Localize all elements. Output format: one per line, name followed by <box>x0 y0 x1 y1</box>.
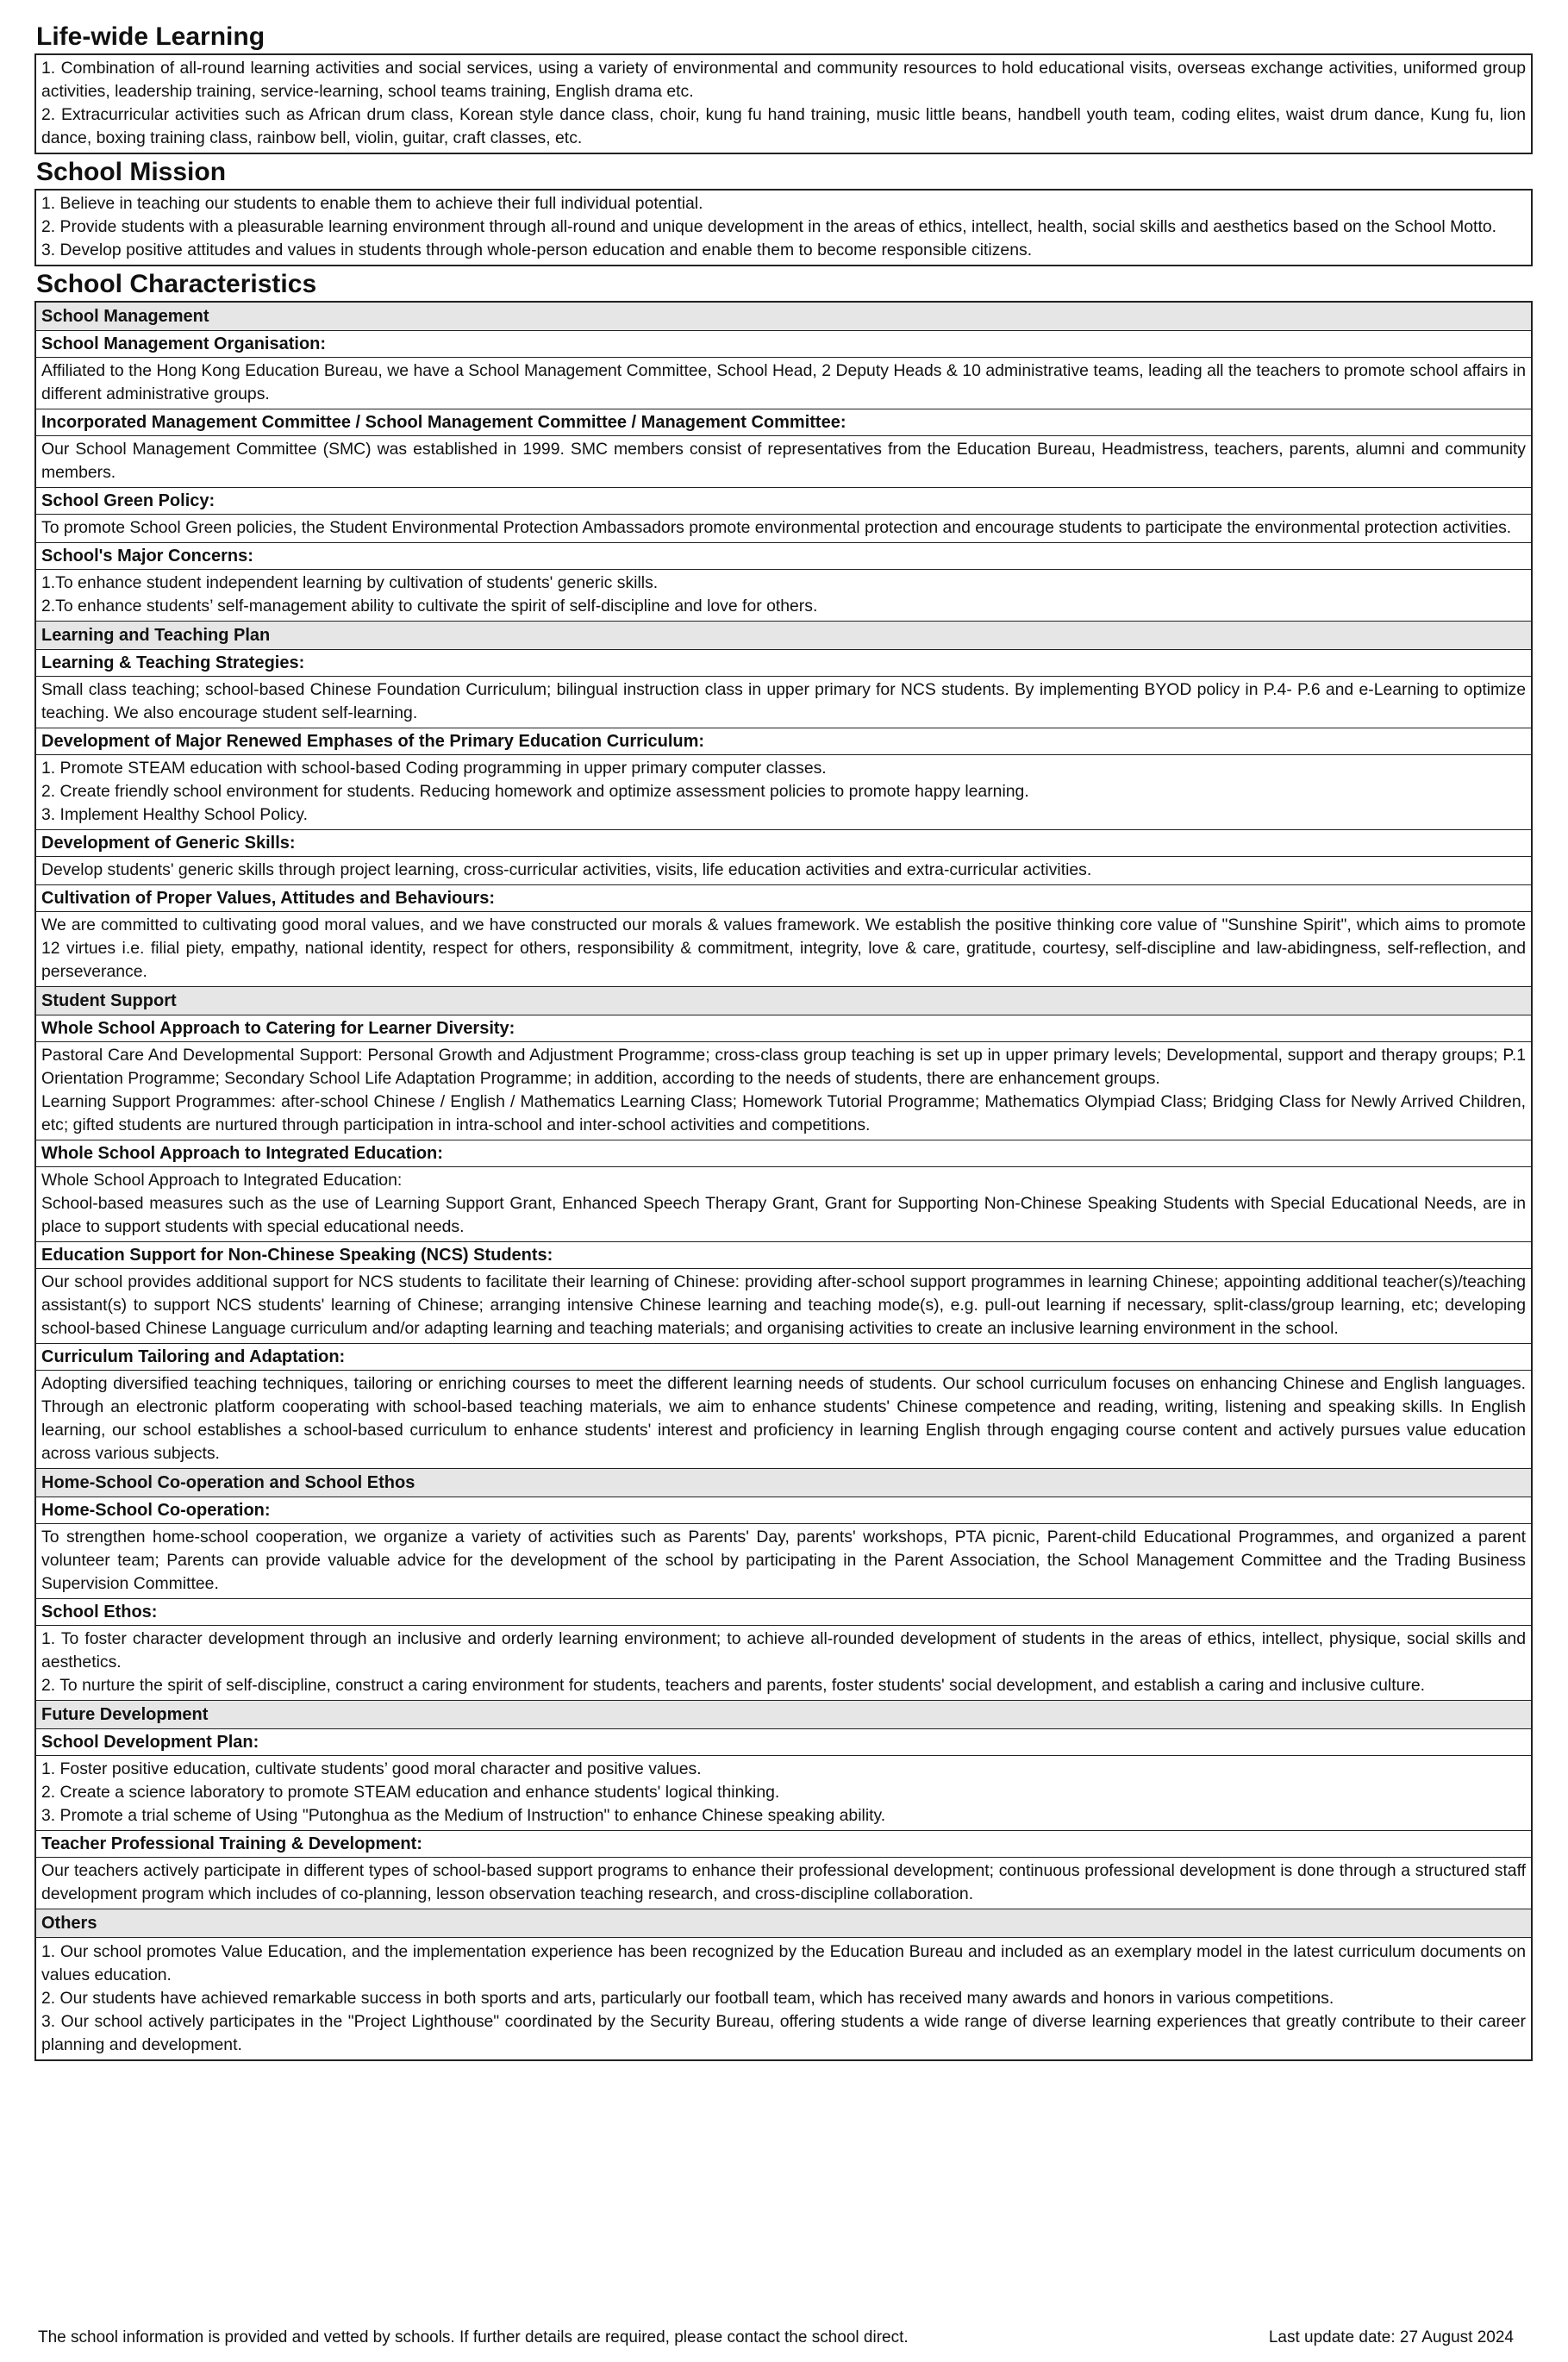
mission-line: 2. Provide students with a pleasurable learning environment through all-round and unique development in the areas of ethics, intellect, health, social skills and aesthetics based on the School Motto. <box>41 217 1497 236</box>
item-title: Development of Major Renewed Emphases of the Primary Education Curriculum: <box>36 728 1531 755</box>
characteristic-item <box>36 830 1531 885</box>
item-title: Development of Generic Skills: <box>36 830 1531 857</box>
characteristic-item <box>36 1938 1531 2059</box>
lifewide-box <box>34 53 1533 154</box>
item-text: Adopting diversified teaching techniques, tailoring or enriching courses to meet the different learning needs of students. Our school curriculum focuses on enhancing Chinese and English languages. Through an electronic platform cooperating with school-based teaching materials, we aim to enhance students' Chinese competence and reading, writing, listening and speaking skills. In English learning, our school establishes a school-based curriculum to enhance students' interest and proficiency in learning English through engaging course content and actively pursues value education across various subjects. <box>41 1374 1526 1463</box>
lifewide-line: 2. Extracurricular activities such as African drum class, Korean style dance class, choir, kung fu hand training, music little beans, handbell youth team, coding elites, waist drum dance, Kung fu, lion dance, boxing training class, rainbow bell, violin, guitar, craft classes, etc. <box>41 105 1526 147</box>
category-header: Learning and Teaching Plan <box>36 622 1531 650</box>
characteristic-item <box>36 1015 1531 1140</box>
item-text: To promote School Green policies, the Student Environmental Protection Ambassadors promote environmental protection and encourage students to participate the environmental protection activities. <box>41 518 1512 537</box>
item-text: To strengthen home-school cooperation, we organize a variety of activities such as Parents' Day, parents' workshops, PTA picnic, Parent-child Educational Programmes, and organized a parent volunteer team; Parents can provide valuable advice for the development of the school by participating in the Parent Association, the School Management Committee and the Trading Business Supervision Committee. <box>41 1528 1526 1593</box>
category-header: Student Support <box>36 987 1531 1015</box>
characteristic-item <box>36 885 1531 987</box>
item-title: Whole School Approach to Integrated Education: <box>36 1140 1531 1167</box>
item-title: Whole School Approach to Catering for Learner Diversity: <box>36 1015 1531 1042</box>
category-header: Future Development <box>36 1701 1531 1729</box>
item-text: 2.To enhance students’ self-management ability to cultivate the spirit of self-discipline and love for others. <box>41 597 818 615</box>
characteristic-item <box>36 1344 1531 1469</box>
item-text: 1. Foster positive education, cultivate students’ good moral character and positive values. <box>41 1759 702 1778</box>
item-title: Incorporated Management Committee / School Management Committee / Management Committee: <box>36 409 1531 436</box>
characteristic-item <box>36 409 1531 488</box>
characteristic-item <box>36 1140 1531 1242</box>
item-title: School Management Organisation: <box>36 331 1531 358</box>
characteristic-item <box>36 1242 1531 1344</box>
item-text: Our school provides additional support for NCS students to facilitate their learning of Chinese: providing after-school support programmes in learning Chinese; appointing additional teacher(s)/teaching assistant(s) to support NCS students' learning of Chinese; arranging intensive Chinese learning and teaching mode(s), e.g. pull-out learning if necessary, split-class/group learning, etc; developing school-based Chinese Language curriculum and/or adapting learning and teaching materials; and organising activities to create an inclusive learning environment in the school. <box>41 1272 1526 1338</box>
item-text: Develop students' generic skills through project learning, cross-curricular activities, visits, life education activities and extra-curricular activities. <box>41 860 1092 879</box>
item-title: Teacher Professional Training & Development: <box>36 1831 1531 1858</box>
item-title: Home-School Co-operation: <box>36 1497 1531 1524</box>
item-text: 3. Our school actively participates in the "Project Lighthouse" coordinated by the Security Bureau, offering students a wide range of diverse learning experiences that greatly contribute to their career planning and development. <box>41 2012 1526 2054</box>
item-text: Our School Management Committee (SMC) was established in 1999. SMC members consist of representatives from the Education Bureau, Headmistress, teachers, parents, alumni and community members. <box>41 440 1526 482</box>
item-title: School's Major Concerns: <box>36 543 1531 570</box>
characteristic-item <box>36 1831 1531 1909</box>
lifewide-title: Life-wide Learning <box>36 22 265 51</box>
item-title: Learning & Teaching Strategies: <box>36 650 1531 677</box>
last-update-date: Last update date: 27 August 2024 <box>1268 2328 1514 2346</box>
characteristic-item <box>36 1599 1531 1701</box>
item-text: 3. Promote a trial scheme of Using "Putonghua as the Medium of Instruction" to enhance Chinese speaking ability. <box>41 1806 886 1825</box>
category-header: Others <box>36 1909 1531 1938</box>
characteristics-box <box>34 301 1533 2061</box>
characteristics-title: School Characteristics <box>36 270 317 298</box>
item-title: Cultivation of Proper Values, Attitudes and Behaviours: <box>36 885 1531 912</box>
document-page <box>34 21 1533 2063</box>
mission-box <box>34 189 1533 266</box>
item-text: 2. Our students have achieved remarkable success in both sports and arts, particularly our football team, which has received many awards and honors in various competitions. <box>41 1989 1334 2008</box>
characteristic-item <box>36 728 1531 830</box>
item-text: 1. Promote STEAM education with school-based Coding programming in upper primary computer classes. <box>41 759 827 778</box>
characteristic-item <box>36 488 1531 543</box>
item-text: Small class teaching; school-based Chinese Foundation Curriculum; bilingual instruction class in upper primary for NCS students. By implementing BYOD policy in P.4- P.6 and e-Learning to optimize teaching. We also encourage student self-learning. <box>41 680 1526 722</box>
item-text: 1. To foster character development through an inclusive and orderly learning environment; to achieve all-rounded development of students in the areas of ethics, intellect, physique, social skills and aesthetics. <box>41 1629 1526 1672</box>
item-text: 1.To enhance student independent learning by cultivation of students' generic skills. <box>41 573 659 592</box>
category-header: Home-School Co-operation and School Ethos <box>36 1469 1531 1497</box>
characteristic-item <box>36 1729 1531 1831</box>
item-text: Pastoral Care And Developmental Support: Personal Growth and Adjustment Programme; cross-class group teaching is set up in upper primary levels; Developmental, support and therapy groups; P.1 Orientation Programme; Secondary School Life Adaptation Programme; in addition, according to the needs of students, there are enhancement groups. <box>41 1046 1526 1088</box>
item-text: We are committed to cultivating good moral values, and we have constructed our morals & values framework. We establish the positive thinking core value of "Sunshine Spirit", which aims to promote 12 virtues i.e. filial piety, empathy, national identity, respect for others, responsibility & commitment, integrity, love & care, gratitude, courtesy, self-discipline and law-abidingness, self-reflection, and perseverance. <box>41 915 1526 981</box>
item-text: School-based measures such as the use of Learning Support Grant, Enhanced Speech Therapy Grant, Grant for Supporting Non-Chinese Speaking Students with Special Educational Needs, are in place to support students with special educational needs. <box>41 1194 1526 1236</box>
item-text: 2. Create a science laboratory to promote STEAM education and enhance students' logical thinking. <box>41 1783 780 1802</box>
item-title: Curriculum Tailoring and Adaptation: <box>36 1344 1531 1371</box>
item-title: School Development Plan: <box>36 1729 1531 1756</box>
item-text: Learning Support Programmes: after-school Chinese / English / Mathematics Learning Class; Homework Tutorial Programme; Mathematics Olympiad Class; Bridging Class for Newly Arrived Children, etc; gifted students are nurtured through participation in intra-school and inter-school activities and competitions. <box>41 1092 1526 1134</box>
item-text: Our teachers actively participate in different types of school-based support programs to enhance their professional development; continuous professional development is done through a structured staff development program which includes of co-planning, lesson observation teaching research, and cross-discipline collaboration. <box>41 1861 1526 1903</box>
category-header: School Management <box>36 303 1531 331</box>
item-text: 2. Create friendly school environment for students. Reducing homework and optimize assessment policies to promote happy learning. <box>41 782 1029 801</box>
characteristic-item <box>36 543 1531 622</box>
mission-line: 3. Develop positive attitudes and values in students through whole-person education and enable them to become responsible citizens. <box>41 241 1033 259</box>
item-title: Education Support for Non-Chinese Speaking (NCS) Students: <box>36 1242 1531 1269</box>
item-text: 3. Implement Healthy School Policy. <box>41 805 308 824</box>
footer-note: The school information is provided and vetted by schools. If further details are required, please contact the school direct. <box>38 2328 909 2346</box>
characteristic-item <box>36 331 1531 409</box>
mission-title: School Mission <box>36 158 227 186</box>
item-text: 1. Our school promotes Value Education, and the implementation experience has been recognized by the Education Bureau and included as an exemplary model in the latest curriculum documents on values education. <box>41 1942 1526 1984</box>
characteristic-item <box>36 650 1531 728</box>
item-text: 2. To nurture the spirit of self-discipline, construct a caring environment for students, teachers and parents, foster students' social development, and establish a caring and inclusive culture. <box>41 1676 1426 1695</box>
item-text: Whole School Approach to Integrated Education: <box>41 1171 403 1190</box>
item-title: School Ethos: <box>36 1599 1531 1626</box>
mission-line: 1. Believe in teaching our students to enable them to achieve their full individual potential. <box>41 194 703 213</box>
characteristic-item <box>36 1497 1531 1599</box>
lifewide-line: 1. Combination of all-round learning activities and social services, using a variety of environmental and community resources to hold educational visits, overseas exchange activities, uniformed group activities, leadership training, service-learning, school teams training, English drama etc. <box>41 59 1526 101</box>
item-text: Affiliated to the Hong Kong Education Bureau, we have a School Management Committee, School Head, 2 Deputy Heads & 10 administrative teams, leading all the teachers to promote school affairs in different administrative groups. <box>41 361 1526 403</box>
item-title: School Green Policy: <box>36 488 1531 515</box>
